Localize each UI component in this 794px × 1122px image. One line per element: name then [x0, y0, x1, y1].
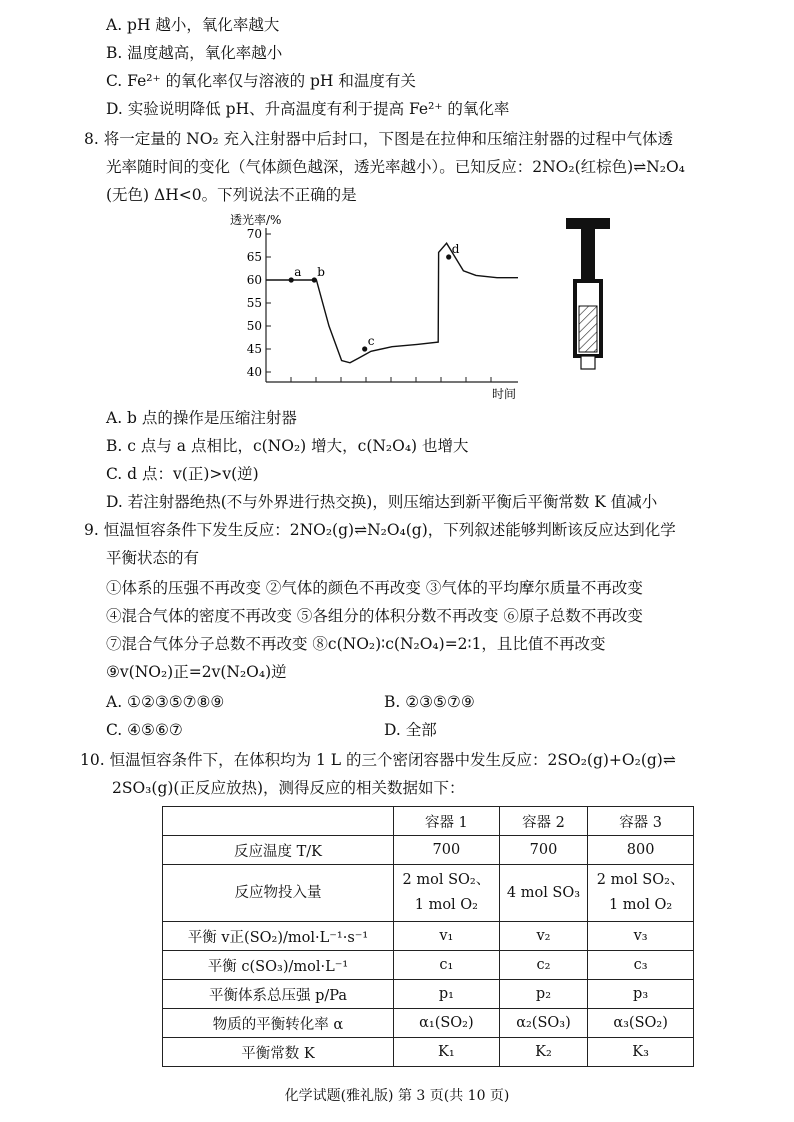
table-row [163, 865, 694, 922]
table-row [163, 836, 694, 865]
table-cell: c₃ [588, 951, 694, 980]
table-cell: 容器 2 [499, 807, 587, 836]
q8-option-c: C. d 点：v(正)>v(逆) [106, 465, 259, 483]
table-cell: 反应温度 T/K [163, 836, 394, 865]
point-label-d: d [451, 242, 460, 256]
q9-option-c: C. ④⑤⑥⑦ [106, 721, 183, 739]
table-cell: α₂(SO₃) [499, 1009, 587, 1038]
table-cell: v₂ [499, 922, 587, 951]
table-cell: 容器 3 [588, 807, 694, 836]
table-cell: K₂ [499, 1038, 587, 1067]
q10-stem-line1: 10. 恒温恒容条件下，在体积均为 1 L 的三个密闭容器中发生反应：2SO₂(g)+O₂(g)⇌ [80, 751, 676, 769]
q9-option-b: B. ②③⑤⑦⑨ [384, 693, 475, 711]
y-tick-label: 60 [246, 273, 262, 287]
table-cell [163, 807, 394, 836]
chart-ylabel: 透光率/% [230, 213, 282, 227]
table-cell: v₁ [394, 922, 500, 951]
table-cell: 物质的平衡转化率 α [163, 1009, 394, 1038]
table-cell: 2 mol SO₂、 1 mol O₂ [394, 865, 500, 922]
transmittance-series-line [266, 243, 518, 363]
table-cell: p₁ [394, 980, 500, 1009]
q10-stem-line2: 2SO₃(g)(正反应放热)，测得反应的相关数据如下： [112, 779, 465, 797]
q7-option-c: C. Fe²⁺ 的氧化率仅与溶液的 pH 和温度有关 [106, 72, 416, 90]
table-cell: 800 [588, 836, 694, 865]
q9-stem-line1: 9. 恒温恒容条件下发生反应：2NO₂(g)⇌N₂O₄(g)，下列叙述能够判断该反应达到化学 [84, 521, 676, 539]
q9-items-line3: ⑦混合气体分子总数不再改变 ⑧c(NO₂)∶c(N₂O₄)=2∶1，且比值不再改变 [106, 635, 606, 653]
point-c [362, 346, 367, 351]
table-cell: 平衡 c(SO₃)/mol·L⁻¹ [163, 951, 394, 980]
reaction-data-table [162, 806, 694, 1067]
y-tick-label: 55 [246, 296, 262, 310]
page-footer: 化学试题(雅礼版) 第 3 页(共 10 页) [284, 1088, 510, 1104]
q9-stem-line2: 平衡状态的有 [106, 549, 200, 567]
point-label-b: b [317, 265, 325, 279]
q8-stem-line1: 8. 将一定量的 NO₂ 充入注射器中后封口，下图是在拉伸和压缩注射器的过程中气体透 [84, 130, 674, 148]
y-tick-label: 65 [246, 250, 262, 264]
table-cell: 700 [499, 836, 587, 865]
table-row [163, 980, 694, 1009]
q9-option-d: D. 全部 [384, 721, 437, 739]
q9-items-line1: ①体系的压强不再改变 ②气体的颜色不再改变 ③气体的平均摩尔质量不再改变 [106, 579, 643, 597]
table-cell: p₂ [499, 980, 587, 1009]
y-tick-label: 40 [246, 365, 262, 379]
point-d [446, 254, 451, 259]
q9-items-line4: ⑨v(NO₂)正=2v(N₂O₄)逆 [106, 663, 287, 681]
y-tick-label: 45 [246, 342, 262, 356]
q8-option-b: B. c 点与 a 点相比，c(NO₂) 增大，c(N₂O₄) 也增大 [106, 437, 469, 455]
table-row [163, 1009, 694, 1038]
point-b [312, 277, 317, 282]
table-cell: 平衡 v正(SO₂)/mol·L⁻¹·s⁻¹ [163, 922, 394, 951]
table-cell: 平衡常数 K [163, 1038, 394, 1067]
chart-xlabel: 时间 [492, 387, 517, 400]
point-label-c: c [367, 334, 375, 348]
q8-option-a: A. b 点的操作是压缩注射器 [106, 409, 297, 427]
y-tick-label: 50 [246, 319, 262, 333]
table-row [163, 922, 694, 951]
q7-option-b: B. 温度越高，氧化率越小 [106, 44, 283, 62]
q9-items-line2: ④混合气体的密度不再改变 ⑤各组分的体积分数不再改变 ⑥原子总数不再改变 [106, 607, 643, 625]
table-header-row [163, 807, 694, 836]
table-cell: p₃ [588, 980, 694, 1009]
table-cell: 平衡体系总压强 p/Pa [163, 980, 394, 1009]
table-cell: c₁ [394, 951, 500, 980]
table-row [163, 951, 694, 980]
table-cell: K₃ [588, 1038, 694, 1067]
table-cell: 4 mol SO₃ [499, 865, 587, 922]
table-cell: 容器 1 [394, 807, 500, 836]
table-cell: α₁(SO₂) [394, 1009, 500, 1038]
table-cell: 2 mol SO₂、 1 mol O₂ [588, 865, 694, 922]
table-cell: 反应物投入量 [163, 865, 394, 922]
q7-option-d: D. 实验说明降低 pH、升高温度有利于提高 Fe²⁺ 的氧化率 [106, 100, 510, 118]
table-cell: K₁ [394, 1038, 500, 1067]
q8-stem-line2: 光率随时间的变化（气体颜色越深，透光率越小）。已知反应：2NO₂(红棕色)⇌N₂O₄ [106, 158, 685, 176]
q7-option-a: A. pH 越小，氧化率越大 [106, 16, 280, 34]
table-cell: α₃(SO₂) [588, 1009, 694, 1038]
table-cell: 700 [394, 836, 500, 865]
table-cell: v₃ [588, 922, 694, 951]
q9-option-a: A. ①②③⑤⑦⑧⑨ [106, 693, 225, 711]
table-cell: c₂ [499, 951, 587, 980]
y-tick-label: 70 [246, 227, 262, 241]
q8-option-d: D. 若注射器绝热(不与外界进行热交换)，则压缩达到新平衡后平衡常数 K 值减小 [106, 493, 658, 511]
table-row [163, 1038, 694, 1067]
q8-stem-line3: (无色) ΔH<0。下列说法不正确的是 [106, 186, 357, 204]
point-label-a: a [294, 265, 302, 279]
transmittance-chart [226, 210, 526, 400]
point-a [289, 277, 294, 282]
syringe-illustration [566, 218, 616, 373]
